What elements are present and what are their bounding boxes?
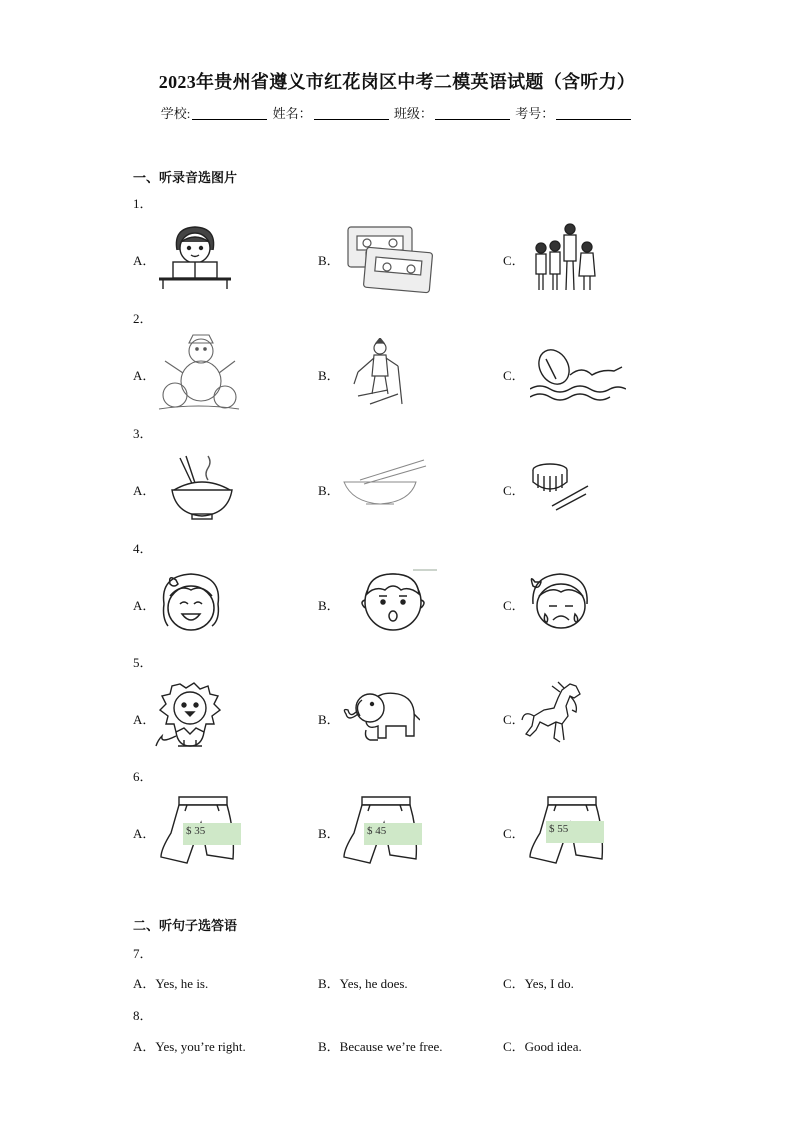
snowman-picture[interactable] xyxy=(155,333,241,411)
class-blank[interactable] xyxy=(435,105,510,120)
number-label: 考号： xyxy=(515,106,555,121)
question-number: 6． xyxy=(133,769,153,784)
trousers-55-picture[interactable] xyxy=(526,793,608,865)
option-a-label[interactable]: A． xyxy=(133,253,156,268)
sad-face-picture[interactable] xyxy=(527,570,593,632)
lion-picture[interactable] xyxy=(150,680,232,750)
empty-bowl-chopsticks-picture[interactable] xyxy=(340,458,430,508)
question-number: 8． xyxy=(133,1008,153,1023)
school-blank[interactable] xyxy=(192,105,267,120)
option-c-label[interactable]: C． xyxy=(503,712,525,727)
question-number: 1． xyxy=(133,196,153,211)
horse-picture[interactable] xyxy=(518,680,594,746)
question-number: 5． xyxy=(133,655,153,670)
option-b-label[interactable]: B． xyxy=(318,598,340,613)
happy-face-picture[interactable] xyxy=(158,570,224,634)
answer-option-a[interactable]: A．Yes, he is. xyxy=(133,976,209,991)
price-tag: $ 35 xyxy=(183,823,241,845)
name-label: 姓名： xyxy=(272,106,312,121)
trousers-45-picture[interactable] xyxy=(340,793,422,865)
number-blank[interactable] xyxy=(556,105,631,120)
girl-reading-picture[interactable] xyxy=(155,222,235,290)
cassette-tapes-picture[interactable] xyxy=(345,222,435,294)
skiing-picture[interactable] xyxy=(348,338,410,408)
answer-option-b[interactable]: B．Because we’re free. xyxy=(318,1039,443,1054)
price-tag: $ 55 xyxy=(546,821,604,843)
price-tag: $ 45 xyxy=(364,823,422,845)
option-a-label[interactable]: A． xyxy=(133,368,156,383)
option-a-label[interactable]: A． xyxy=(133,598,156,613)
surprised-boy-face-picture[interactable] xyxy=(355,568,437,634)
option-b-label[interactable]: B． xyxy=(318,368,340,383)
option-b-label[interactable]: B． xyxy=(318,712,340,727)
option-b-label[interactable]: B． xyxy=(318,253,340,268)
trousers-35-picture[interactable] xyxy=(157,793,239,865)
option-c-label[interactable]: C． xyxy=(503,483,525,498)
option-a-label[interactable]: A． xyxy=(133,483,156,498)
question-number: 4． xyxy=(133,541,153,556)
elephant-picture[interactable] xyxy=(338,686,420,744)
question-number: 7． xyxy=(133,946,153,961)
option-a-label[interactable]: A． xyxy=(133,826,156,841)
option-c-label[interactable]: C． xyxy=(503,598,525,613)
question-number: 2． xyxy=(133,311,153,326)
option-a-label[interactable]: A． xyxy=(133,712,156,727)
page-title: 2023年贵州省遵义市红花岗区中考二模英语试题（含听力） xyxy=(158,72,636,92)
option-b-label[interactable]: B． xyxy=(318,826,340,841)
option-b-label[interactable]: B． xyxy=(318,483,340,498)
class-label: 班级： xyxy=(393,106,433,121)
section-2-title: 二、听句子选答语 xyxy=(133,918,238,933)
name-blank[interactable] xyxy=(314,105,389,120)
option-c-label[interactable]: C． xyxy=(503,253,525,268)
option-c-label[interactable]: C． xyxy=(503,368,525,383)
answer-option-c[interactable]: C．Yes, I do. xyxy=(503,976,574,991)
teacher-and-students-picture[interactable] xyxy=(530,222,596,294)
section-1-title: 一、听录音选图片 xyxy=(133,170,238,185)
school-label: 学校: xyxy=(160,106,191,121)
bowl-and-chopsticks-picture[interactable] xyxy=(530,460,590,512)
answer-option-b[interactable]: B．Yes, he does. xyxy=(318,976,408,991)
answer-option-a[interactable]: A．Yes, you’re right. xyxy=(133,1039,246,1054)
swimming-picture[interactable] xyxy=(530,345,626,401)
rice-bowl-picture[interactable] xyxy=(168,452,236,522)
option-c-label[interactable]: C． xyxy=(503,826,525,841)
student-info-line xyxy=(0,103,794,122)
answer-option-c[interactable]: C．Good idea. xyxy=(503,1039,582,1054)
question-number: 3． xyxy=(133,426,153,441)
